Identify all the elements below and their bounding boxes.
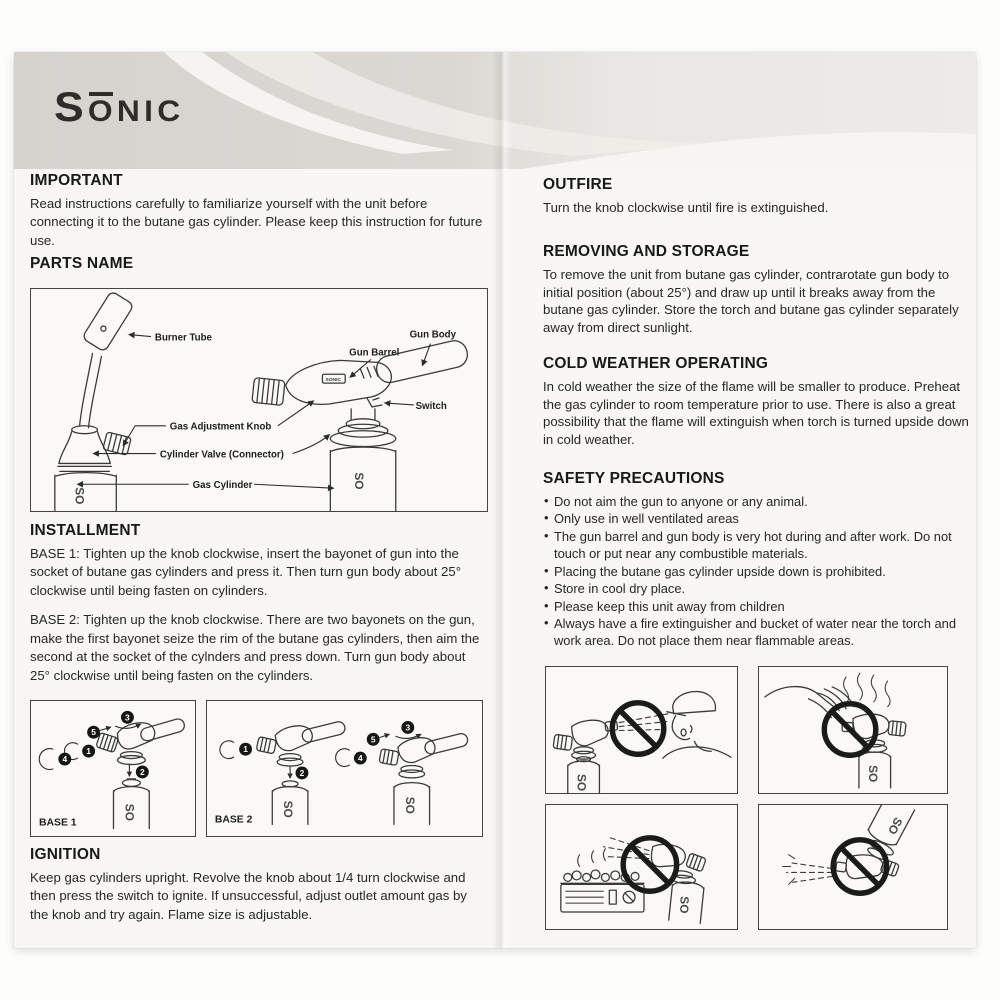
warning-no-upside-down-figure	[758, 804, 948, 930]
ignition-body: Keep gas cylinders upright. Revolve the knob about 1/4 turn clockwise and then press the switch to ignite. If unsuccessful, adjust outlet amount gas by the knob and try again. Flame size is adjustable.	[30, 870, 467, 922]
prohibition-icon	[612, 703, 663, 754]
step-5-marker	[367, 733, 380, 746]
step-2-marker	[136, 766, 149, 779]
step-3-marker	[121, 711, 134, 724]
installment-base2: BASE 2: Tighten up the knob clockwise. There are two bayonets on the gun, make the first bayonet seize the rim of the butane gas cylinders, then aim the second at the socket of the cylnders and press down. Turn gun body about 25° clockwise until being fasten on the cylinders.	[30, 612, 480, 683]
base2-figure	[206, 700, 483, 837]
page-fold	[492, 52, 512, 948]
section-installment	[30, 522, 488, 696]
prohibition-icon	[833, 840, 886, 893]
svg-text:2: 2	[139, 766, 145, 777]
section-ignition	[30, 846, 488, 935]
logo-macron-bar	[89, 92, 113, 96]
step-1-marker	[82, 745, 95, 758]
removing-body: To remove the unit from butane gas cylinder, contrarotate gun body to initial position (about 25°) and draw up until it breaks away from the butane gas cylinder. Store the torch and butane gas cylinder separately away from direct sunlight.	[543, 267, 959, 335]
safety-bullet: • Do not aim the gun to anyone or any animal.	[543, 493, 975, 510]
warning-no-stove-figure	[545, 804, 738, 930]
installment-title: INSTALLMENT	[30, 522, 141, 539]
important-body: Read instructions carefully to familiarize yourself with the unit before connecting it to the butane gas cylinder. Please keep this instruction for future use.	[30, 196, 483, 248]
svg-text:SO: SO	[865, 765, 880, 783]
removing-title: REMOVING AND STORAGE	[543, 243, 750, 260]
step-3-marker	[401, 721, 414, 734]
label-gun-barrel: Gun Barrel	[349, 347, 400, 359]
svg-text:4: 4	[357, 753, 363, 764]
warning-no-touch-figure	[758, 666, 948, 794]
label-gas-cylinder: Gas Cylinder	[192, 480, 253, 492]
barrel-brand-mark: SONIC	[325, 378, 342, 384]
brand-logo: SONIC	[54, 83, 185, 130]
svg-text:5: 5	[91, 727, 96, 738]
safety-bullet: • Only use in well ventilated areas	[543, 510, 975, 527]
cylinder-brand-mark: SO	[72, 487, 87, 505]
section-important	[30, 172, 488, 261]
safety-bullet: • The gun barrel and gun body is very hot during and after work. Do not touch or put near any combustible materials.	[543, 528, 975, 563]
installment-base1: BASE 1: Tighten up the knob clockwise, insert the bayonet of gun into the socket of butane gas cylinders and press it. Then turn gun body about 25° clockwise until being fasten on cylinders.	[30, 546, 461, 598]
svg-text:SO: SO	[884, 815, 906, 837]
safety-bullet: • Placing the butane gas cylinder upside down is prohibited.	[543, 563, 975, 580]
step-5-marker	[87, 726, 100, 739]
svg-text:SO: SO	[122, 803, 137, 821]
label-switch: Switch	[415, 400, 447, 412]
section-cold-weather	[543, 355, 975, 459]
label-gun-body: Gun Body	[409, 329, 457, 341]
cold-weather-title: COLD WEATHER OPERATING	[543, 355, 769, 372]
cap-shape	[673, 692, 716, 714]
svg-text:1: 1	[243, 744, 248, 755]
svg-text:4: 4	[62, 754, 68, 765]
outfire-body: Turn the knob clockwise until fire is extinguished.	[543, 200, 829, 215]
safety-bullet: • Always have a fire extinguisher and bucket of water near the torch and work area. Do not place them near flammable areas.	[543, 615, 975, 650]
section-parts-name	[30, 255, 488, 278]
prohibition-icon	[824, 704, 875, 755]
step-4-marker	[58, 753, 71, 766]
gun-body-shape	[374, 338, 470, 385]
svg-text:1: 1	[86, 746, 92, 757]
prohibition-icon	[623, 838, 676, 891]
section-removing-storage	[543, 243, 975, 347]
warning-no-aim-figure	[545, 666, 738, 794]
step-2-marker	[296, 767, 309, 780]
torch-exploded-view	[55, 291, 470, 511]
svg-text:SO: SO	[281, 800, 296, 818]
base1-label: BASE 1	[38, 817, 77, 829]
safety-bullet: • Store in cool dry place.	[543, 580, 975, 597]
no-touch-art	[765, 673, 906, 788]
svg-text:SO: SO	[574, 774, 589, 792]
svg-text:2: 2	[299, 767, 305, 778]
burner-tube-shape	[82, 291, 134, 352]
base2-art	[220, 720, 469, 824]
svg-text:SO: SO	[676, 896, 692, 914]
switch-shape	[367, 398, 382, 407]
outfire-title: OUTFIRE	[543, 176, 613, 193]
ignition-title: IGNITION	[30, 846, 101, 863]
base1-art	[39, 718, 186, 829]
cylinder-brand-mark: SO	[352, 472, 367, 490]
svg-text:3: 3	[125, 712, 130, 723]
knob-shape	[103, 432, 131, 455]
base2-label: BASE 2	[214, 814, 253, 826]
label-burner-tube: Burner Tube	[154, 332, 212, 344]
svg-text:SO: SO	[402, 796, 417, 814]
cold-weather-body: In cold weather the size of the flame will be smaller to produce. Preheat the gas cylinder to room temperature prior to use. There is also a great possibility that the flame will extinguish when torch is turned upside down in cold weather.	[543, 379, 969, 447]
adjustment-knob-shape	[252, 378, 285, 406]
step-4-marker	[354, 752, 367, 765]
parts-diagram	[30, 288, 488, 512]
section-outfire	[543, 176, 973, 228]
safety-bullet: • Please keep this unit away from children	[543, 598, 975, 615]
important-title: IMPORTANT	[30, 172, 123, 189]
parts-name-title: PARTS NAME	[30, 255, 134, 272]
label-cylinder-valve: Cylinder Valve (Connector)	[159, 449, 284, 461]
svg-text:5: 5	[370, 734, 376, 745]
safety-title: SAFETY PRECAUTIONS	[543, 470, 725, 487]
step-1-marker	[239, 743, 252, 756]
no-aim-art	[553, 692, 731, 793]
safety-bullet-list	[543, 493, 975, 650]
svg-text:3: 3	[405, 722, 411, 733]
section-safety-precautions	[543, 470, 975, 650]
manual-page	[14, 52, 976, 948]
base1-figure	[30, 700, 196, 837]
label-gas-adjustment-knob: Gas Adjustment Knob	[169, 421, 272, 433]
